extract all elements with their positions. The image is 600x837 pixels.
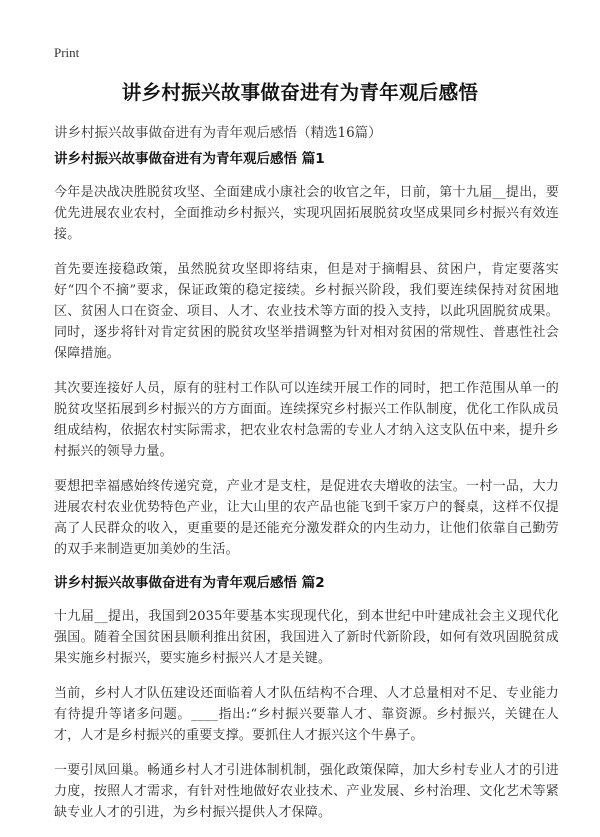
section-heading-2: 讲乡村振兴故事做奋进有为青年观后感悟 篇2 xyxy=(54,575,325,591)
paragraph: 当前，乡村人才队伍建设还面临着人才队伍结构不合理、人才总量相对不足、专业能力有待提升等诸多问题。____指出:“乡村振兴要靠人才、靠资源。乡村振兴，关键在人才，人才是乡村振兴的重要支撑。要抓住人才振兴这个牛鼻子。 xyxy=(54,686,559,743)
paragraph: 今年是决战决胜脱贫攻坚、全面建成小康社会的收官之年，日前，第十九届__提出，要优先进展农业农村，全面推动乡村振兴，实现巩固拓展脱贫攻坚成果同乡村振兴有效连接。 xyxy=(54,185,559,242)
paragraph: 一要引凤回巢。畅通乡村人才引进体制机制，强化政策保障，加大乡村专业人才的引进力度，按照人才需求，有针对性地做好农业技术、产业发展、乡村治理、文化艺术等紧缺专业人才的引进，为乡村振兴提供人才保障。 xyxy=(54,763,559,820)
print-link[interactable]: Print xyxy=(54,45,80,60)
page-title: 讲乡村振兴故事做奋进有为青年观后感悟 xyxy=(121,81,479,104)
paragraph: 首先要连接稳政策，虽然脱贫攻坚即将结束，但是对于摘帽县、贫困户，肯定要落实好“四个不摘”要求，保证政策的稳定接续。乡村振兴阶段，我们要连续保持对贫困地区、贫困人口在资金、项目、人才、农业技术等方面的投入支持，以此巩固脱贫成果。同时，逐步将针对肯定贫困的脱贫攻坚举措调整为针对相对贫困的常规性、普惠性社会保障措施。 xyxy=(54,262,559,361)
document-subtitle: 讲乡村振兴故事做奋进有为青年观后感悟（精选16篇） xyxy=(54,125,382,141)
document-body xyxy=(54,150,559,837)
paragraph: 要想把幸福感始终传递究竟，产业才是支柱，是促进农夫增收的法宝。一村一品，大力进展农村农业优势特色产业，让大山里的农产品也能飞到千家万户的餐桌，这样不仅提高了人民群众的收入，更重要的是还能充分激发群众的内生动力，让他们依靠自己勤劳的双手来制造更加美妙的生活。 xyxy=(54,479,559,557)
section-heading-1: 讲乡村振兴故事做奋进有为青年观后感悟 篇1 xyxy=(54,151,325,167)
paragraph: 其次要连接好人员，原有的驻村工作队可以连续开展工作的同时，把工作范围从单一的脱贫攻坚拓展到乡村振兴的方方面面。连续探究乡村振兴工作队制度，优化工作队成员组成结构，依据农村实际需求，把农业农村急需的专业人才纳入这支队伍中来，提升乡村振兴的领导力量。 xyxy=(54,381,559,459)
paragraph: 十九届__提出，我国到2035年要基本实现现代化，到本世纪中叶建成社会主义现代化强国。随着全国贫困县顺利推出贫困，我国进入了新时代新阶段，如何有效巩固脱贫成果实施乡村振兴，要实施乡村振兴人才是关键。 xyxy=(54,609,559,666)
